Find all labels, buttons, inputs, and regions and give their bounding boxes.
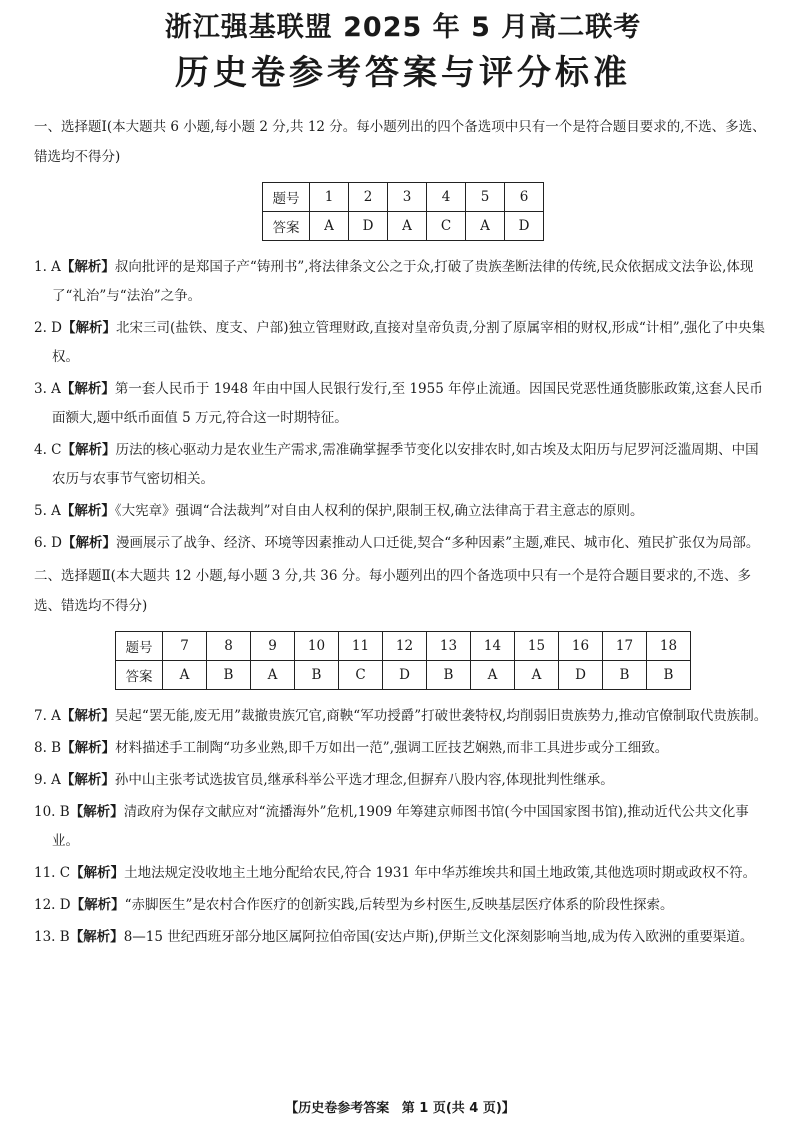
- analysis-tag: 【解析】: [70, 865, 125, 881]
- table-cell: A: [466, 212, 505, 241]
- table-cell: 9: [251, 632, 295, 661]
- answer-prefix: 12. D: [34, 897, 71, 913]
- table-cell: 6: [505, 183, 544, 212]
- table-cell: B: [647, 661, 691, 690]
- analysis-tag: 【解析】: [62, 535, 116, 551]
- analysis-tag: 【解析】: [69, 929, 124, 945]
- table-cell: 1: [310, 183, 349, 212]
- explanation-item: [34, 923, 772, 952]
- table-cell: A: [251, 661, 295, 690]
- table-cell: 4: [427, 183, 466, 212]
- answer-prefix: 8. B: [34, 740, 62, 756]
- table-cell: B: [207, 661, 251, 690]
- explanation-item: [34, 766, 772, 795]
- answer-prefix: 11. C: [34, 865, 71, 881]
- analysis-tag: 【解析】: [60, 503, 115, 519]
- section1-answer-table: [262, 182, 544, 241]
- answer-prefix: 3. A: [34, 381, 61, 397]
- answer-row: [116, 661, 691, 690]
- document-title: 历史卷参考答案与评分标准: [175, 53, 631, 93]
- answer-prefix: 6. D: [34, 535, 62, 551]
- explanation-item: [34, 734, 772, 763]
- table-cell: A: [515, 661, 559, 690]
- exam-title: 浙江强基联盟 2025 年 5 月高二联考: [164, 12, 642, 43]
- table-cell: 15: [515, 632, 559, 661]
- table-cell: C: [339, 661, 383, 690]
- table-cell: 13: [427, 632, 471, 661]
- explanation-text: 北宋三司(盐铁、度支、户部)独立管理财政,直接对皇帝负责,分割了原属宰相的财权,形成“计相”,强化了中央集权。: [52, 320, 766, 365]
- analysis-tag: 【解析】: [69, 804, 124, 820]
- answer-prefix: 10. B: [34, 804, 70, 820]
- page-number: 第 1 页(共 4 页)】: [401, 1101, 515, 1116]
- answer-prefix: 4. C: [34, 442, 62, 458]
- explanation-text: 清政府为保存文献应对“流播海外”危机,1909 年筹建京师图书馆(今中国国家图书馆),推动近代公共文化事业。: [52, 804, 749, 849]
- answer-prefix: 9. A: [34, 772, 61, 788]
- table-cell: 7: [163, 632, 207, 661]
- explanation-text: 吴起“罢无能,废无用”裁撤贵族冗官,商鞅“军功授爵”打破世袭特权,均削弱旧贵族势力,推动官僚制取代贵族制。: [114, 708, 768, 724]
- table-cell: 5: [466, 183, 505, 212]
- explanation-text: 叔向批评的是郑国子产“铸刑书”,将法律条文公之于众,打破了贵族垄断法律的传统,民众依据成文法争讼,体现了“礼治”与“法治”之争。: [52, 259, 754, 304]
- explanation-text: 第一套人民币于 1948 年由中国人民银行发行,至 1955 年停止流通。因国民党恶性通货膨胀政策,这套人民币面额大,题中纸币面值 5 万元,符合这一时期特征。: [52, 381, 763, 426]
- table-cell: D: [349, 212, 388, 241]
- answer-row: [263, 212, 544, 241]
- page-footer: [0, 1097, 800, 1116]
- analysis-tag: 【解析】: [61, 740, 116, 756]
- table-cell: A: [163, 661, 207, 690]
- table-cell: D: [559, 661, 603, 690]
- analysis-tag: 【解析】: [60, 381, 115, 397]
- analysis-tag: 【解析】: [60, 708, 115, 724]
- table-cell: 8: [207, 632, 251, 661]
- explanation-item: [34, 891, 772, 920]
- table-cell: 18: [647, 632, 691, 661]
- explanation-item: [34, 253, 772, 311]
- answer-prefix: 1. A: [34, 259, 61, 275]
- question-number-row: [263, 183, 544, 212]
- table-cell: C: [427, 212, 466, 241]
- analysis-tag: 【解析】: [70, 897, 125, 913]
- footer-label: 【历史卷参考答案: [285, 1101, 390, 1116]
- table-cell: B: [603, 661, 647, 690]
- explanation-text: 历法的核心驱动力是农业生产需求,需准确掌握季节变化以安排农时,如古埃及太阳历与尼罗河泛滥周期、中国农历与农事节气密切相关。: [52, 442, 759, 487]
- explanation-text: 材料描述手工制陶“功多业熟,即千万如出一范”,强调工匠技艺娴熟,而非工具进步或分工细致。: [115, 740, 669, 756]
- table-cell: D: [383, 661, 427, 690]
- answer-prefix: 13. B: [34, 929, 70, 945]
- table-cell: 17: [603, 632, 647, 661]
- row-label: 答案: [116, 661, 163, 690]
- explanation-item: [34, 859, 772, 888]
- table-cell: 3: [388, 183, 427, 212]
- section2-instruction: 二、选择题Ⅱ(本大题共 12 小题,每小题 3 分,共 36 分。每小题列出的四个备选项中只有一个是符合题目要求的,不选、多选、错选均不得分): [34, 568, 752, 614]
- table-cell: A: [388, 212, 427, 241]
- analysis-tag: 【解析】: [61, 442, 116, 458]
- table-cell: A: [471, 661, 515, 690]
- explanation-item: [34, 798, 772, 856]
- explanation-item: [34, 702, 772, 731]
- table-cell: 2: [349, 183, 388, 212]
- explanation-item: [34, 436, 772, 494]
- table-cell: B: [427, 661, 471, 690]
- analysis-tag: 【解析】: [62, 320, 116, 336]
- explanation-text: “赤脚医生”是农村合作医疗的创新实践,后转型为乡村医生,反映基层医疗体系的阶段性探索。: [124, 897, 674, 913]
- analysis-tag: 【解析】: [60, 772, 115, 788]
- analysis-tag: 【解析】: [60, 259, 115, 275]
- section1-instruction: 一、选择题Ⅰ(本大题共 6 小题,每小题 2 分,共 12 分。每小题列出的四个备选项中只有一个是符合题目要求的,不选、多选、错选均不得分): [34, 119, 766, 165]
- answer-prefix: 7. A: [34, 708, 61, 724]
- row-label: 答案: [263, 212, 310, 241]
- explanation-text: 漫画展示了战争、经济、环境等因素推动人口迁徙,契合“多种因素”主题,难民、城市化、殖民扩张仅为局部。: [116, 535, 760, 551]
- question-number-row: [116, 632, 691, 661]
- explanation-text: 8—15 世纪西班牙部分地区属阿拉伯帝国(安达卢斯),伊斯兰文化深刻影响当地,成为传入欧洲的重要渠道。: [123, 929, 754, 945]
- explanation-text: 土地法规定没收地主土地分配给农民,符合 1931 年中华苏维埃共和国土地政策,其他选项时期或政权不符。: [124, 865, 757, 881]
- row-label: 题号: [116, 632, 163, 661]
- explanation-item: [34, 529, 772, 558]
- table-cell: 11: [339, 632, 383, 661]
- table-cell: 14: [471, 632, 515, 661]
- table-cell: D: [505, 212, 544, 241]
- table-cell: B: [295, 661, 339, 690]
- explanation-text: 《大宪章》强调“合法裁判”对自由人权利的保护,限制王权,确立法律高于君主意志的原则。: [114, 503, 644, 519]
- table-cell: 12: [383, 632, 427, 661]
- table-cell: A: [310, 212, 349, 241]
- table-cell: 10: [295, 632, 339, 661]
- explanation-item: [34, 497, 772, 526]
- explanation-item: [34, 375, 772, 433]
- row-label: 题号: [263, 183, 310, 212]
- explanation-text: 孙中山主张考试选拔官员,继承科举公平选才理念,但摒弃八股内容,体现批判性继承。: [114, 772, 614, 788]
- table-cell: 16: [559, 632, 603, 661]
- answer-prefix: 2. D: [34, 320, 62, 336]
- answer-prefix: 5. A: [34, 503, 61, 519]
- section2-answer-table: [115, 631, 691, 690]
- explanation-item: [34, 314, 772, 372]
